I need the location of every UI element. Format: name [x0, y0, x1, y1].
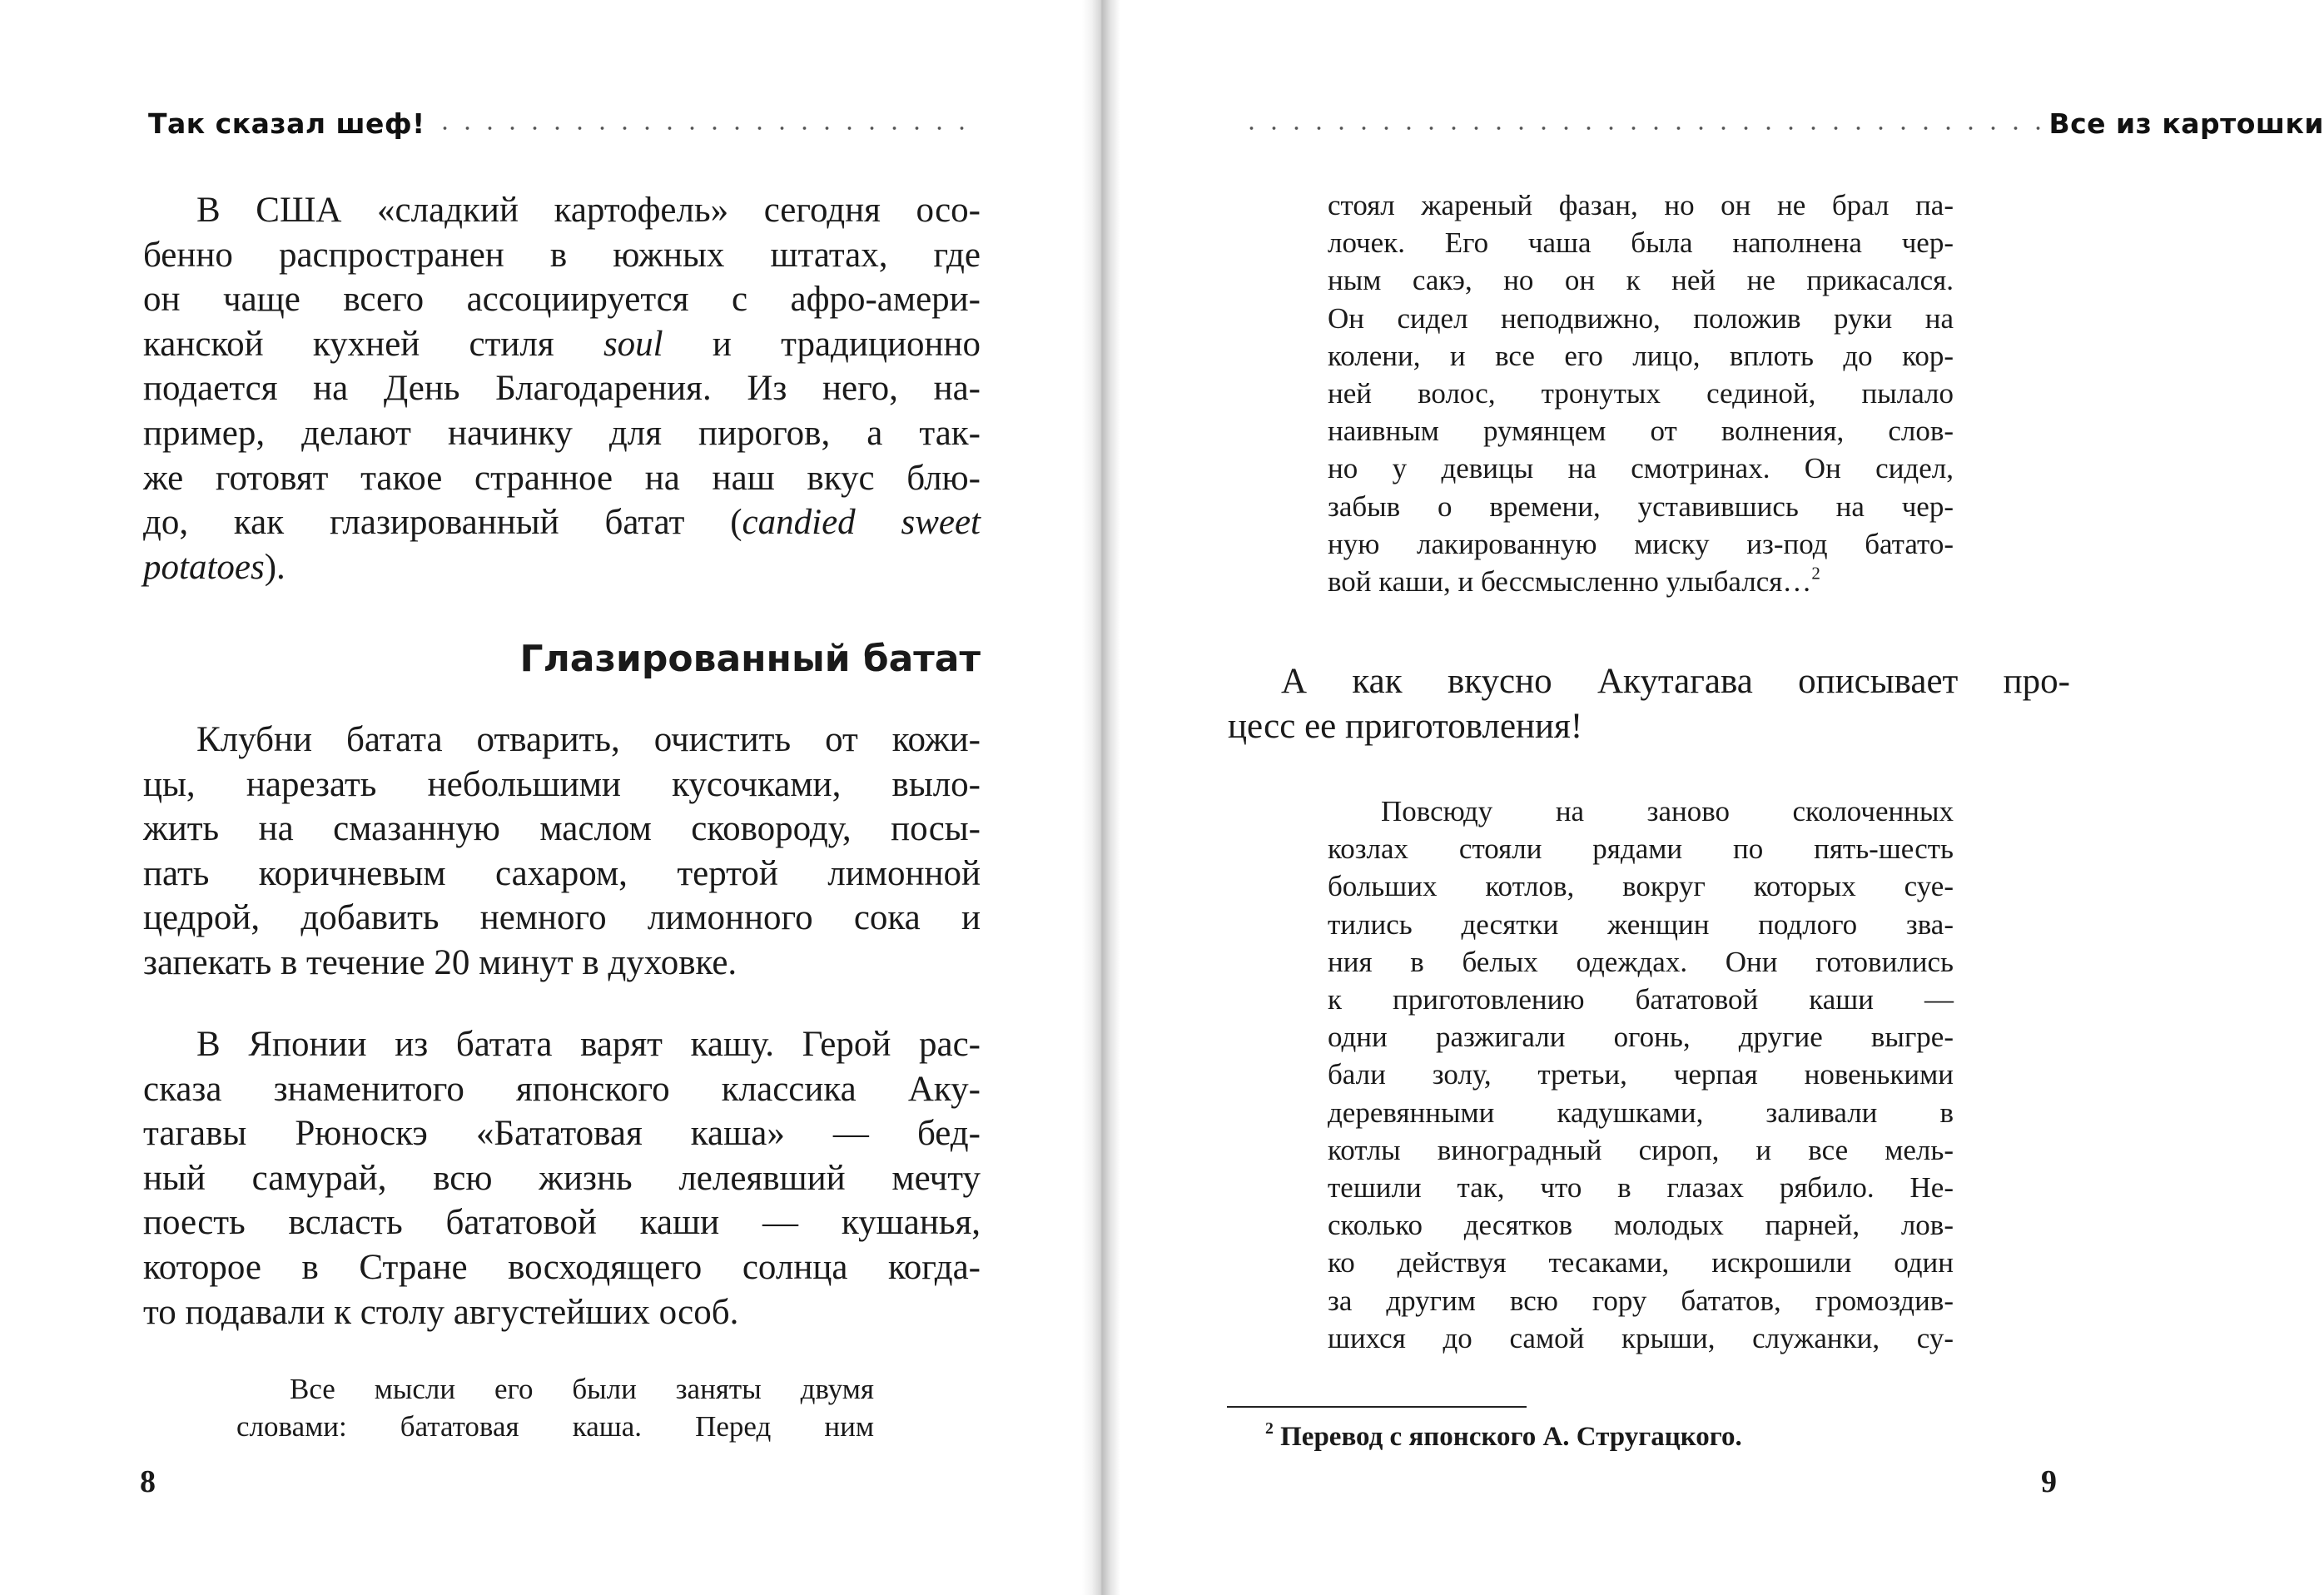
- text-line: Клубни батата отварить, очистить от кожи-: [196, 720, 981, 759]
- footnote-text: Перевод с японского А. Стругацкого.: [1280, 1422, 1742, 1452]
- text-line: больших котлов, вокруг которых суе-: [1328, 870, 1954, 903]
- recipe-instructions: [143, 718, 981, 986]
- text-line: potatoes).: [143, 547, 286, 587]
- text-line: ко действуя тесаками, искрошили один: [1328, 1246, 1954, 1279]
- paragraph-akutagava: [1228, 659, 2070, 748]
- text-line: тились десятки женщин подлого зва-: [1328, 907, 1954, 941]
- text-line: В Японии из батата варят кашу. Герой рас-: [196, 1025, 981, 1064]
- footnote-divider: [1227, 1406, 1527, 1408]
- text-line: сказа знаменитого японского классика Аку-: [143, 1069, 981, 1109]
- text-line: жить на смазанную маслом сковороду, посы-: [143, 809, 981, 849]
- running-head-left: [148, 105, 981, 142]
- text-line: бенно распространен в южных штатах, где: [143, 235, 981, 275]
- text-line: поесть всласть бататовой каши — кушанья,: [143, 1203, 981, 1243]
- text-line: стоял жареный фазан, но он не брал па-: [1328, 189, 1954, 221]
- text-line: ния в белых одеждах. Они готовились: [1328, 945, 1954, 978]
- quote-block-left: [236, 1370, 874, 1445]
- footnote: [1265, 1420, 1742, 1453]
- text-line: ней волос, тронутых сединой, пылало: [1328, 377, 1954, 410]
- page-number-left: 8: [140, 1464, 156, 1499]
- text-line: он чаще всего ассоциируется с афро-амери-: [143, 280, 981, 320]
- right-page: [1090, 0, 2324, 1595]
- text-line: ным сакэ, но он к ней не прикасался.: [1328, 264, 1954, 297]
- text-line: канской кухней стиля soul и традиционно: [143, 324, 981, 364]
- text-line: бали золу, третьи, черпая новенькими: [1328, 1058, 1954, 1091]
- text-line: до, как глазированный батат (candied sweet: [143, 503, 981, 543]
- text-line: подается на День Благодарения. Из него, на-: [143, 369, 981, 409]
- text-line: Повсюду на заново сколоченных: [1381, 795, 1954, 827]
- page-number-right: 9: [2041, 1464, 2057, 1499]
- text-line: лочек. Его чаша была наполнена чер-: [1328, 226, 1954, 260]
- text-line: колени, и все его лицо, вплоть до кор-: [1328, 339, 1954, 372]
- text-line: тагавы Рюноскэ «Бататовая каша» — бед-: [143, 1114, 981, 1154]
- quote-block-right: [1328, 793, 1954, 1357]
- text-line: к приготовлению бататовой каши —: [1328, 983, 1954, 1016]
- footnote-number: 2: [1265, 1419, 1274, 1438]
- running-head-title: Так сказал шеф!: [148, 107, 425, 140]
- text-line: Все мысли его были заняты двумя: [290, 1373, 874, 1405]
- footnote-marker: 2: [1811, 563, 1820, 584]
- text-line: вой каши, и бессмысленно улыбался…$^2$: [1328, 563, 1820, 599]
- text-line: шихся до самой крыши, служанки, су-: [1328, 1321, 1954, 1354]
- leader-dots: [434, 126, 981, 131]
- paragraph-japan: [143, 1022, 981, 1334]
- text-line: цы, нарезать небольшими кусочками, выло-: [143, 764, 981, 804]
- text-line: же готовят такое странное на наш вкус блю-: [143, 458, 981, 498]
- text-line: В США «сладкий картофель» сегодня осо-: [196, 191, 981, 230]
- text-line: деревянными кадушками, заливали в: [1328, 1096, 1954, 1129]
- text-line: но у девицы на смотринах. Он сидел,: [1328, 452, 1954, 485]
- text-line: ный самурай, всю жизнь лелеявший мечту: [143, 1158, 981, 1198]
- text-line: то подавали к столу августейших особ.: [143, 1292, 739, 1332]
- text-line: козлах стояли рядами по пять-шесть: [1328, 832, 1954, 866]
- text-line: тешили так, что в глазах рябило. Не-: [1328, 1171, 1954, 1205]
- left-page: [0, 0, 1090, 1595]
- text-line: Он сидел неподвижно, положив руки на: [1328, 301, 1954, 335]
- text-line: за другим всю гору бататов, громоздив-: [1328, 1284, 1954, 1317]
- text-line: А как вкусно Акутагава описывает про-: [1281, 662, 2070, 701]
- text-line: цедрой, добавить немного лимонного сока и: [143, 898, 981, 938]
- text-line: пример, делают начинку для пирогов, а так-: [143, 413, 981, 453]
- paragraph-sweet-potato-usa: [143, 188, 981, 589]
- text-line: наивным румянцем от волнения, слов-: [1328, 415, 1954, 448]
- running-head-right: [1240, 105, 2324, 142]
- text-line: сколько десятков молодых парней, лов-: [1328, 1209, 1954, 1242]
- text-line: одни разжигали огонь, другие выгре-: [1328, 1021, 1954, 1054]
- text-line: словами: бататовая каша. Перед ним: [236, 1410, 874, 1443]
- text-line: котлы виноградный сироп, и все мель-: [1328, 1133, 1954, 1166]
- running-head-title: Все из картошки: [2048, 107, 2324, 140]
- text-line: пать коричневым сахаром, тертой лимонной: [143, 853, 981, 893]
- leader-dots: [1240, 126, 2040, 131]
- text-line: забыв о времени, уставившись на чер-: [1328, 489, 1954, 523]
- text-line: цесс ее приготовления!: [1228, 706, 1583, 746]
- text-line: которое в Стране восходящего солнца когда-: [143, 1247, 981, 1287]
- quote-block-continued: [1328, 186, 1954, 600]
- text-line: запекать в течение 20 минут в духовке.: [143, 942, 737, 982]
- text-line: ную лакированную миску из-под батато-: [1328, 527, 1954, 560]
- recipe-heading: Глазированный батат: [519, 638, 981, 680]
